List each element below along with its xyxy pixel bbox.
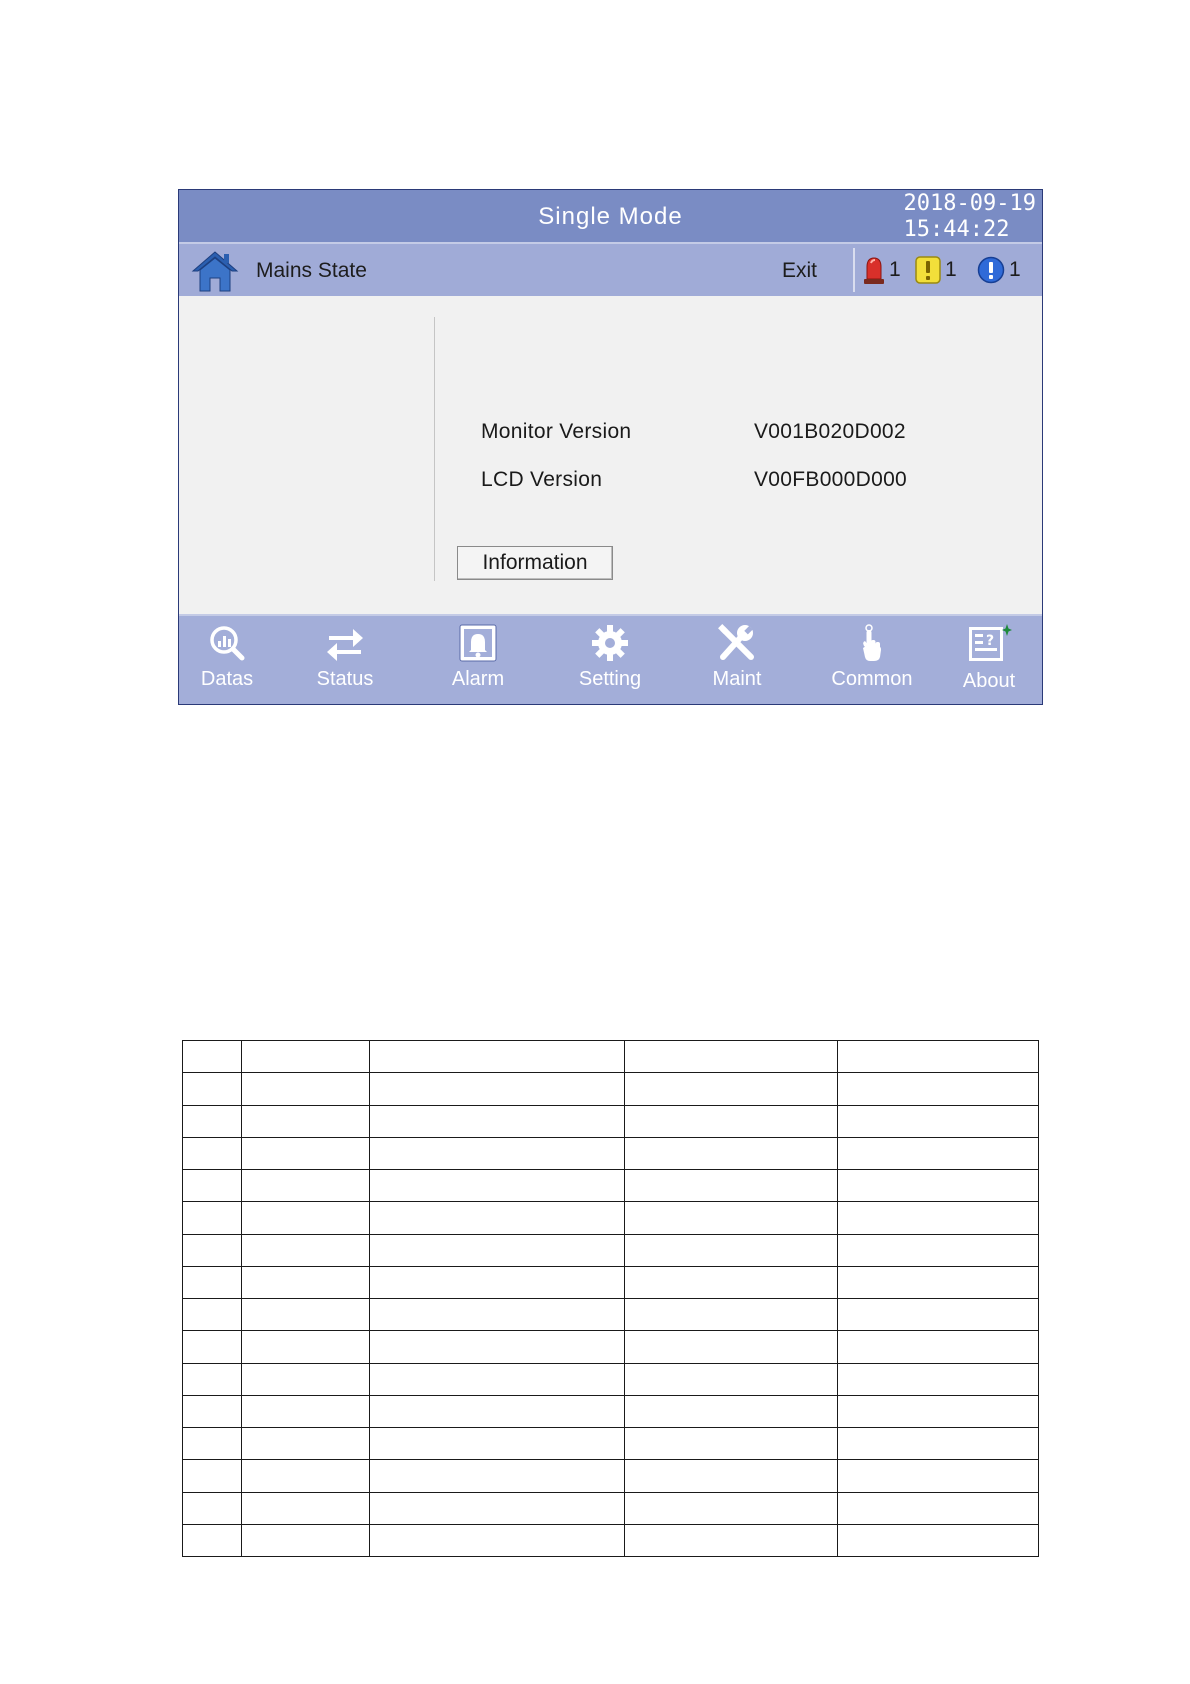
table-cell [242,1395,370,1427]
about-document-icon [966,624,1012,664]
table-cell [183,1460,242,1492]
mains-state-label: Mains State [256,259,367,282]
table-row [183,1041,1039,1073]
date-time [904,191,1036,243]
table-cell [183,1234,242,1266]
house-icon [191,249,239,293]
lcd-version-row [481,468,908,492]
alarm-indicator[interactable] [863,255,901,285]
nav-status[interactable] [295,624,395,702]
table-cell [242,1363,370,1395]
table-cell [838,1524,1039,1556]
empty-grid-table [182,1040,1039,1557]
table-cell [242,1266,370,1298]
home-button[interactable] [191,249,239,293]
bottom-nav [179,614,1042,704]
table-row [183,1395,1039,1427]
swap-arrows-icon [325,624,365,662]
divider [853,248,855,292]
monitor-version-row [481,420,906,444]
warning-exclamation-icon [915,256,941,284]
nav-about[interactable] [939,624,1039,702]
table-cell [625,1073,838,1105]
table-cell [625,1266,838,1298]
information-button[interactable]: Information [457,546,613,580]
pointer-hand-icon [852,624,892,662]
table-cell [370,1137,625,1169]
table-row [183,1234,1039,1266]
table-cell [242,1041,370,1073]
table-cell [838,1460,1039,1492]
table-row [183,1363,1039,1395]
table-cell [242,1428,370,1460]
table-cell [183,1202,242,1234]
table-cell [838,1331,1039,1363]
table-cell [838,1105,1039,1137]
table-cell [370,1105,625,1137]
table-row [183,1299,1039,1331]
table-cell [183,1428,242,1460]
table-cell [183,1266,242,1298]
table-row [183,1266,1039,1298]
table-cell [838,1395,1039,1427]
table-row [183,1137,1039,1169]
table-cell [183,1137,242,1169]
alarm-siren-icon [863,255,885,285]
table-cell [838,1041,1039,1073]
table-cell [838,1299,1039,1331]
table-cell [625,1299,838,1331]
info-circle-icon [977,256,1005,284]
lcd-screen [178,189,1043,705]
table-cell [242,1105,370,1137]
table-cell [838,1492,1039,1524]
table-cell [370,1460,625,1492]
table-cell [242,1073,370,1105]
table-cell [625,1460,838,1492]
table-cell [183,1331,242,1363]
time-text: 15:44:22 [903,217,1010,242]
bell-icon [458,624,498,662]
table-cell [838,1137,1039,1169]
table-cell [183,1524,242,1556]
table-cell [838,1363,1039,1395]
table-row [183,1524,1039,1556]
table-cell [242,1460,370,1492]
table-row [183,1331,1039,1363]
table-cell [370,1234,625,1266]
table-cell [370,1041,625,1073]
table-cell [370,1428,625,1460]
table-cell [625,1137,838,1169]
table-row [183,1105,1039,1137]
table-cell [242,1170,370,1202]
table-cell [838,1234,1039,1266]
monitor-version-value: V001B020D002 [754,420,906,443]
table-cell [370,1395,625,1427]
table-cell [242,1524,370,1556]
nav-maint[interactable] [687,624,787,702]
nav-common[interactable] [822,624,922,702]
table-cell [242,1492,370,1524]
table-cell [242,1202,370,1234]
table-cell [242,1331,370,1363]
warning-indicator[interactable] [915,255,957,285]
table-cell [183,1299,242,1331]
table-cell [370,1266,625,1298]
nav-about-label: About [962,670,1016,692]
nav-alarm-label: Alarm [451,668,505,690]
table-cell [625,1428,838,1460]
table-cell [625,1105,838,1137]
table-cell [625,1331,838,1363]
table-row [183,1170,1039,1202]
table-cell [625,1395,838,1427]
table-cell [183,1105,242,1137]
svg-text:?: ? [985,633,995,649]
table-cell [183,1041,242,1073]
status-bar [179,244,1042,296]
nav-datas-label: Datas [200,668,254,690]
table-cell [370,1073,625,1105]
table-cell [183,1492,242,1524]
table-cell [242,1137,370,1169]
nav-datas[interactable] [177,624,277,702]
table-cell [625,1202,838,1234]
table-cell [370,1331,625,1363]
table-cell [183,1170,242,1202]
table-row [183,1460,1039,1492]
table-cell [838,1170,1039,1202]
gear-icon [590,624,630,662]
table-cell [370,1524,625,1556]
table-row [183,1073,1039,1105]
mode-title: Single Mode [538,203,683,230]
nav-common-label: Common [831,668,913,690]
table-cell [625,1492,838,1524]
table-cell [625,1524,838,1556]
table-cell [625,1234,838,1266]
date-text: 2018-09-19 [903,191,1036,216]
table-cell [625,1363,838,1395]
table-cell [838,1266,1039,1298]
info-count: 1 [1009,258,1021,281]
table-row [183,1202,1039,1234]
table-row [183,1428,1039,1460]
alarm-count: 1 [889,258,901,281]
table-cell [370,1492,625,1524]
table-cell [370,1299,625,1331]
table-row [183,1492,1039,1524]
monitor-version-label: Monitor Version [481,420,632,443]
lcd-version-value: V00FB000D000 [754,468,908,491]
nav-status-label: Status [316,668,374,690]
tools-icon [717,624,757,662]
table-cell [242,1299,370,1331]
table-cell [838,1073,1039,1105]
nav-maint-label: Maint [712,668,762,690]
data-magnifier-icon [207,624,247,662]
nav-alarm[interactable] [428,624,528,702]
table-cell [370,1170,625,1202]
table-cell [838,1202,1039,1234]
nav-setting[interactable] [560,624,660,702]
nav-setting-label: Setting [578,668,642,690]
table-cell [625,1170,838,1202]
panel-divider [434,317,435,581]
warning-count: 1 [945,258,957,281]
exit-button[interactable]: Exit [782,259,818,282]
content-panel [179,296,1042,604]
info-indicator[interactable] [977,255,1021,285]
table-cell [838,1428,1039,1460]
table-cell [183,1363,242,1395]
table-cell [242,1234,370,1266]
top-bar [179,190,1042,244]
table-cell [370,1202,625,1234]
table-cell [370,1363,625,1395]
table-cell [183,1073,242,1105]
lcd-version-label: LCD Version [481,468,603,491]
table-cell [625,1041,838,1073]
table-cell [183,1395,242,1427]
